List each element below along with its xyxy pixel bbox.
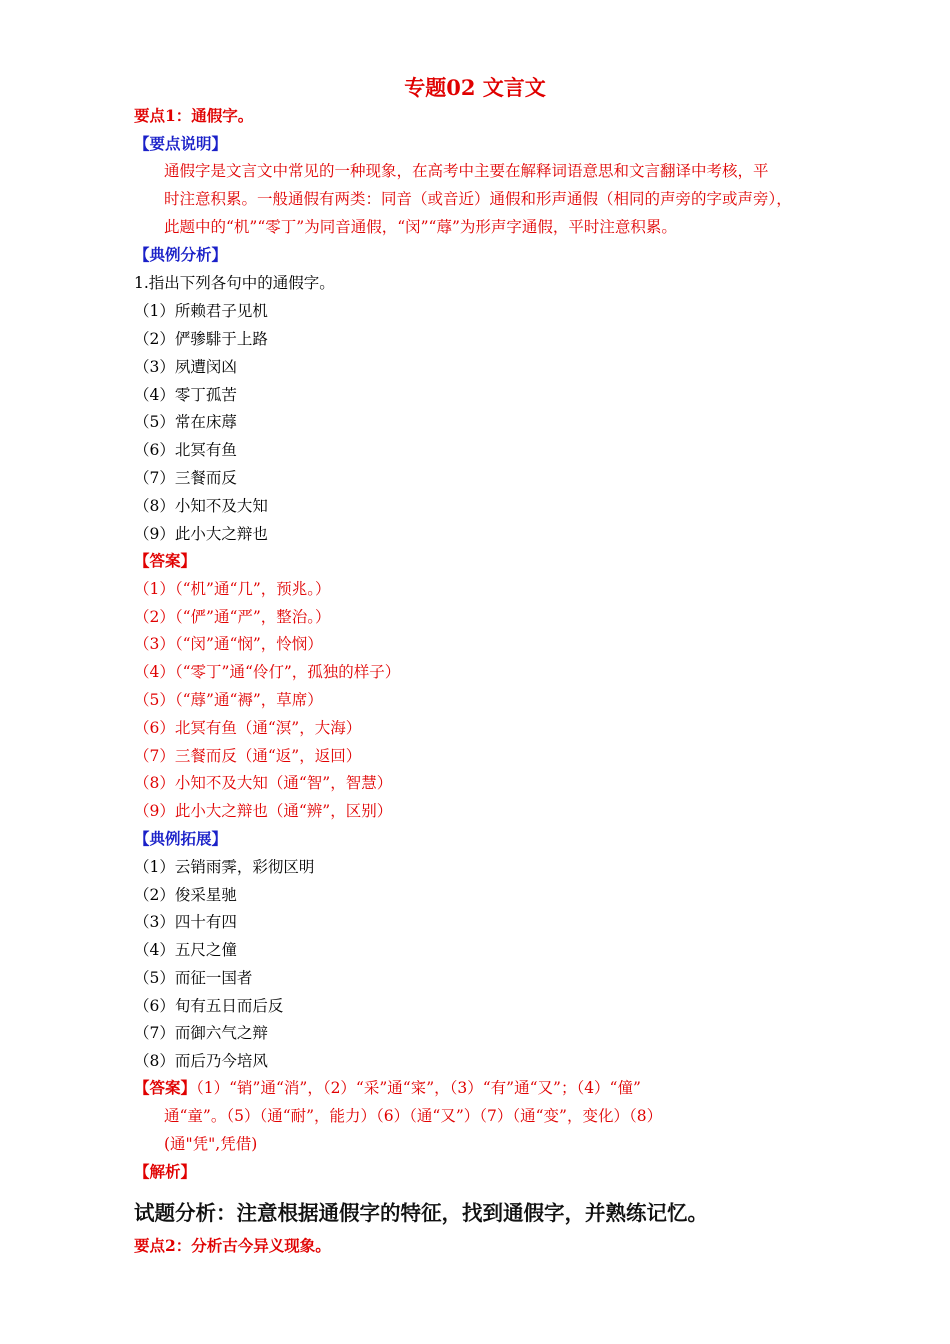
answer-item: （3）（“闵”通“悯”，怜悯）	[134, 635, 323, 653]
list-item: （7）三餐而反	[134, 469, 237, 487]
list-item: （1）所赖君子见机	[134, 302, 268, 320]
explain-line: 时注意积累。一般通假有两类：同音（或音近）通假和形声通假（相同的声旁的字或声旁），	[164, 190, 792, 208]
answer-item: （4）（“零丁”通“伶仃”，孤独的样子）	[134, 663, 401, 681]
list-item: （5）常在床蓐	[134, 413, 237, 431]
list-item: （7）而御六气之辩	[134, 1024, 268, 1042]
answer-item: （1）（“机”通“几”，预兆。）	[134, 580, 331, 598]
list-item: （2）俨骖騑于上路	[134, 330, 268, 348]
answer-item: （8）小知不及大知（通“智”，智慧）	[134, 774, 393, 792]
question-text: 1.指出下列各句中的通假字。	[134, 274, 335, 292]
list-item: （5）而征一国者	[134, 969, 253, 987]
list-item: （4）零丁孤苦	[134, 386, 237, 404]
list-item: （3）四十有四	[134, 913, 237, 931]
extend-answer-block	[134, 1074, 822, 1158]
answer-item: （2）（“俨”通“严”，整治。）	[134, 608, 331, 626]
analysis-text: 试题分析：注意根据通假字的特征，找到通假字，并熟练记忆。	[134, 1201, 708, 1225]
extend-answer-line: （1）“销”通“消”，（2）“采”通“寀”，（3）“有”通“又”；（4）“僮”	[196, 1079, 641, 1097]
explain-paragraph	[134, 157, 822, 241]
extend-answer-line: (通"凭",凭借)	[164, 1135, 258, 1153]
section-extend-heading: 【典例拓展】	[134, 829, 228, 848]
list-item: （1）云销雨霁，彩彻区明	[134, 858, 315, 876]
point2-heading: 要点2：分析古今异义现象。	[134, 1236, 331, 1255]
list-item: （3）夙遭闵凶	[134, 358, 237, 376]
list-item: （4）五尺之僮	[134, 941, 237, 959]
extend-answer-line: 通“童”。（5）（通“耐”，能力）（6）（通“又”）（7）（通“变”，变化）（8）	[164, 1107, 663, 1125]
list-item: （8）而后乃今培风	[134, 1052, 268, 1070]
answer-item: （7）三餐而反（通“返”，返回）	[134, 747, 362, 765]
answer-item: （9）此小大之辩也（通“辨”，区别）	[134, 802, 393, 820]
section-answer-heading: 【答案】	[134, 551, 197, 570]
extend-answer-first-line	[134, 1074, 822, 1102]
section-analysis-heading: 【解析】	[134, 1162, 197, 1181]
list-item: （9）此小大之辩也	[134, 525, 268, 543]
section-example-heading: 【典例分析】	[134, 245, 228, 264]
list-item: （8）小知不及大知	[134, 497, 268, 515]
list-item: （6）北冥有鱼	[134, 441, 237, 459]
page-title: 专题02 文言文	[404, 75, 546, 100]
extend-answer-label: 【答案】	[134, 1078, 197, 1097]
answer-item: （5）（“蓐”通“褥”，草席）	[134, 691, 323, 709]
list-item: （6）旬有五日而后反	[134, 997, 284, 1015]
point1-heading: 要点1：通假字。	[134, 106, 254, 125]
section-explain-heading: 【要点说明】	[134, 134, 228, 153]
list-item: （2）俊采星驰	[134, 886, 237, 904]
answer-item: （6）北冥有鱼（通“溟”，大海）	[134, 719, 362, 737]
explain-line: 通假字是文言文中常见的一种现象，在高考中主要在解释词语意思和文言翻译中考核，平	[164, 162, 769, 180]
explain-line: 此题中的“机”“零丁”为同音通假，“闵”“蓐”为形声字通假，平时注意积累。	[164, 218, 677, 236]
